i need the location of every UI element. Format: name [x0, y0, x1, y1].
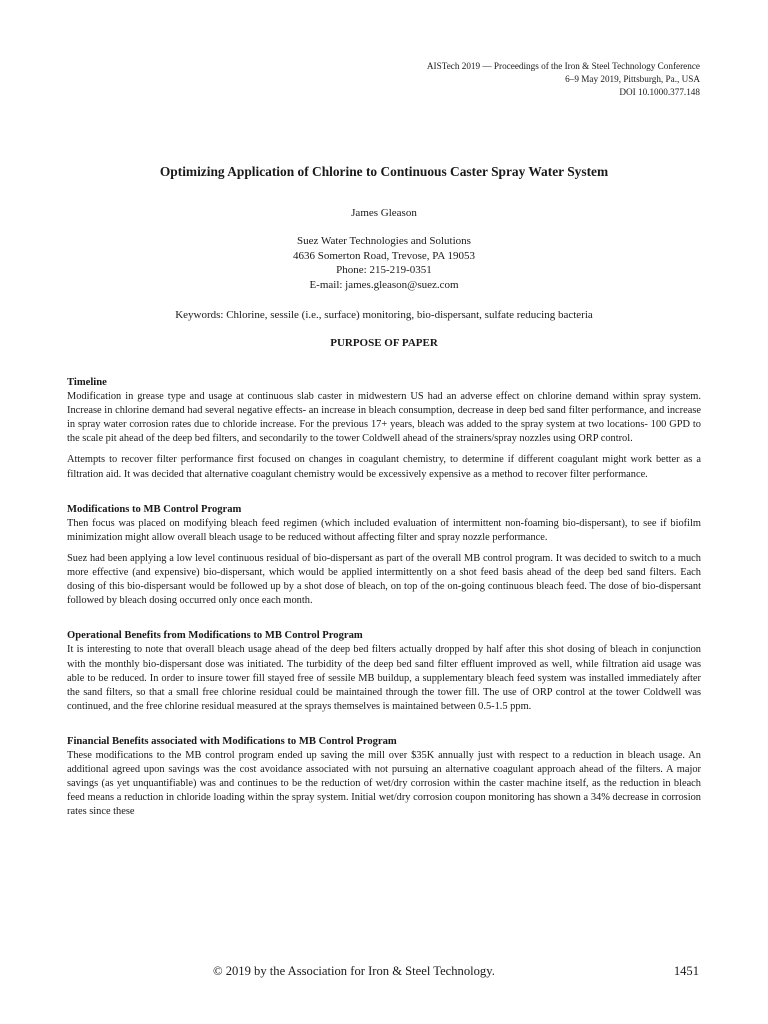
copyright-notice: © 2019 by the Association for Iron & Steel Technology.	[213, 964, 495, 978]
dates-line: 6–9 May 2019, Pittsburgh, Pa., USA	[565, 74, 700, 84]
affiliation-org: Suez Water Technologies and Solutions	[297, 235, 471, 247]
subsection-heading-financial-benefits: Financial Benefits associated with Modifications to MB Control Program	[67, 735, 397, 747]
conference-line: AISTech 2019 — Proceedings of the Iron & Steel Technology Conference	[426, 61, 700, 71]
paragraph: Suez had been applying a low level continuous residual of bio-dispersant as part of the overall MB control program. It was decided to switch to a much more effective (and expensive) bio-dispersant, which would be applied intermittently on a shot feed basis ahead of the deep bed sand filters. Each dosing of this bio-dispersant would be followed up by a shot dose of bleach, on top of the on-going continuous bleach feed. The dose of bio-dispersant followed by bleach dosing occurred only once each month.	[67, 552, 701, 607]
affiliation-block	[0, 234, 768, 292]
paper-title: Optimizing Application of Chlorine to Continuous Caster Spray Water System	[159, 164, 609, 179]
section-heading: PURPOSE OF PAPER	[330, 337, 438, 349]
paragraph: These modifications to the MB control program ended up saving the mill over $35K annually just with respect to a reduction in bleach usage. An additional agreed upon savings was the cost avoidance associated with not pursuing an alternative coagulant approach ahead of the filters. A major savings (as yet unquantifiable) was and continues to be the reduction of wet/dry corrosion within the caster machine itself, as the reduction in bleach feed means a reduction in chloride loading within the spray system. Initial wet/dry corrosion coupon monitoring has shown a 34% decrease in corrosion rates since these	[67, 749, 701, 818]
affiliation-address: 4636 Somerton Road, Trevose, PA 19053	[292, 249, 476, 262]
paragraph: Attempts to recover filter performance first focused on changes in coagulant chemistry, to determine if different coagulant might work better as a filtration aid. It was decided that alternative coagulant chemistry would be excessively expensive as a method to recover filter performance.	[67, 454, 701, 480]
author-name: James Gleason	[351, 207, 417, 219]
subsection-heading-timeline: Timeline	[67, 377, 107, 388]
subsection-heading-operational-benefits: Operational Benefits from Modifications to MB Control Program	[67, 630, 363, 642]
paragraph: Modification in grease type and usage at continuous slab caster in midwestern US had an adverse effect on chlorine demand within spray system. Increase in chlorine demand had several negative effects- an increase in bleach consumption, decrease in deep bed sand filter performance, and increase in spray water corrosion rates due to chloride increase. For the previous 17+ years, bleach was added to the spray system at two locations- 100 GPD to the scale pit ahead of the deep bed filters, and secondarily to the tower Coldwell ahead of the strainers/spray nozzles using ORP control.	[67, 391, 701, 445]
paragraph: Then focus was placed on modifying bleach feed regimen (which included evaluation of intermittent non-foaming bio-dispersant), to see if biofilm minimization might allow overall bleach usage to be reduced without affecting filter and spray nozzle performance.	[67, 517, 701, 543]
running-header	[427, 60, 700, 99]
page-number: 1451	[673, 964, 699, 978]
subsection-heading-modifications: Modifications to MB Control Program	[67, 503, 242, 515]
affiliation-phone: Phone: 215-219-0351	[336, 264, 432, 276]
paper-body	[67, 376, 701, 826]
keywords-line: Keywords: Chlorine, sessile (i.e., surface) monitoring, bio-dispersant, sulfate reducing bacteria	[175, 309, 593, 321]
doi-line: DOI 10.1000.377.148	[619, 87, 700, 97]
paragraph: It is interesting to note that overall bleach usage ahead of the deep bed filters actually dropped by half after this shot dosing of bleach in conjunction with the monthly bio-dispersant dose was initiated. The turbidity of the deep bed sand filter effluent improved as well, while filtration aid usage was able to be reduced. In order to insure tower fill stayed free of sessile MB buildup, a supplementary bleach feed system was installed immediately after the sand filters, so that a small free chlorine residual could be maintained through the tower fill. The use of ORP control at the tower Coldwell was continued, and the free chlorine residual measured at the sprays themselves is maintained between 0.5-1.5 ppm.	[67, 644, 701, 712]
affiliation-email: E-mail: james.gleason@suez.com	[309, 278, 459, 291]
